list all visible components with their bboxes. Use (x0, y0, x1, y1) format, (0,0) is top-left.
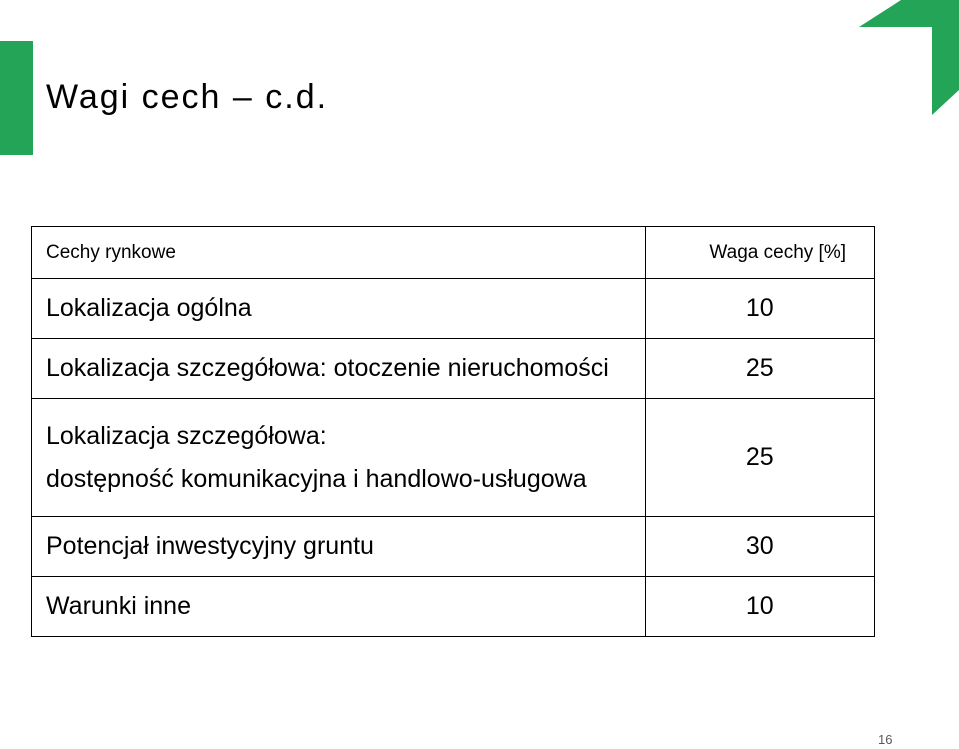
weight-cell: 10 (645, 279, 874, 339)
weight-cell: 30 (645, 517, 874, 577)
corner-arrow-decoration (859, 0, 959, 115)
header-feature: Cechy rynkowe (32, 227, 646, 279)
table-header-row (32, 227, 875, 279)
weight-cell: 25 (645, 339, 874, 399)
feature-cell: Lokalizacja ogólna (32, 279, 646, 339)
table-row (32, 517, 875, 577)
left-accent-bar (0, 41, 33, 155)
table-row (32, 577, 875, 637)
feature-line-1: Lokalizacja szczegółowa: (46, 421, 327, 450)
feature-cell: Lokalizacja szczegółowa: otoczenie nieruchomości (32, 339, 646, 399)
feature-cell: Warunki inne (32, 577, 646, 637)
feature-line-2: dostępność komunikacyjna i handlowo-usługowa (46, 464, 587, 493)
feature-weights-table (31, 226, 875, 637)
header-weight: Waga cechy [%] (645, 227, 874, 279)
feature-cell (32, 399, 646, 517)
weight-cell: 25 (645, 399, 874, 517)
weight-cell: 10 (645, 577, 874, 637)
table-row (32, 339, 875, 399)
table-row (32, 399, 875, 517)
table-row (32, 279, 875, 339)
feature-cell: Potencjał inwestycyjny gruntu (32, 517, 646, 577)
page-number: 16 (878, 732, 893, 747)
slide-title: Wagi cech – c.d. (46, 78, 329, 116)
